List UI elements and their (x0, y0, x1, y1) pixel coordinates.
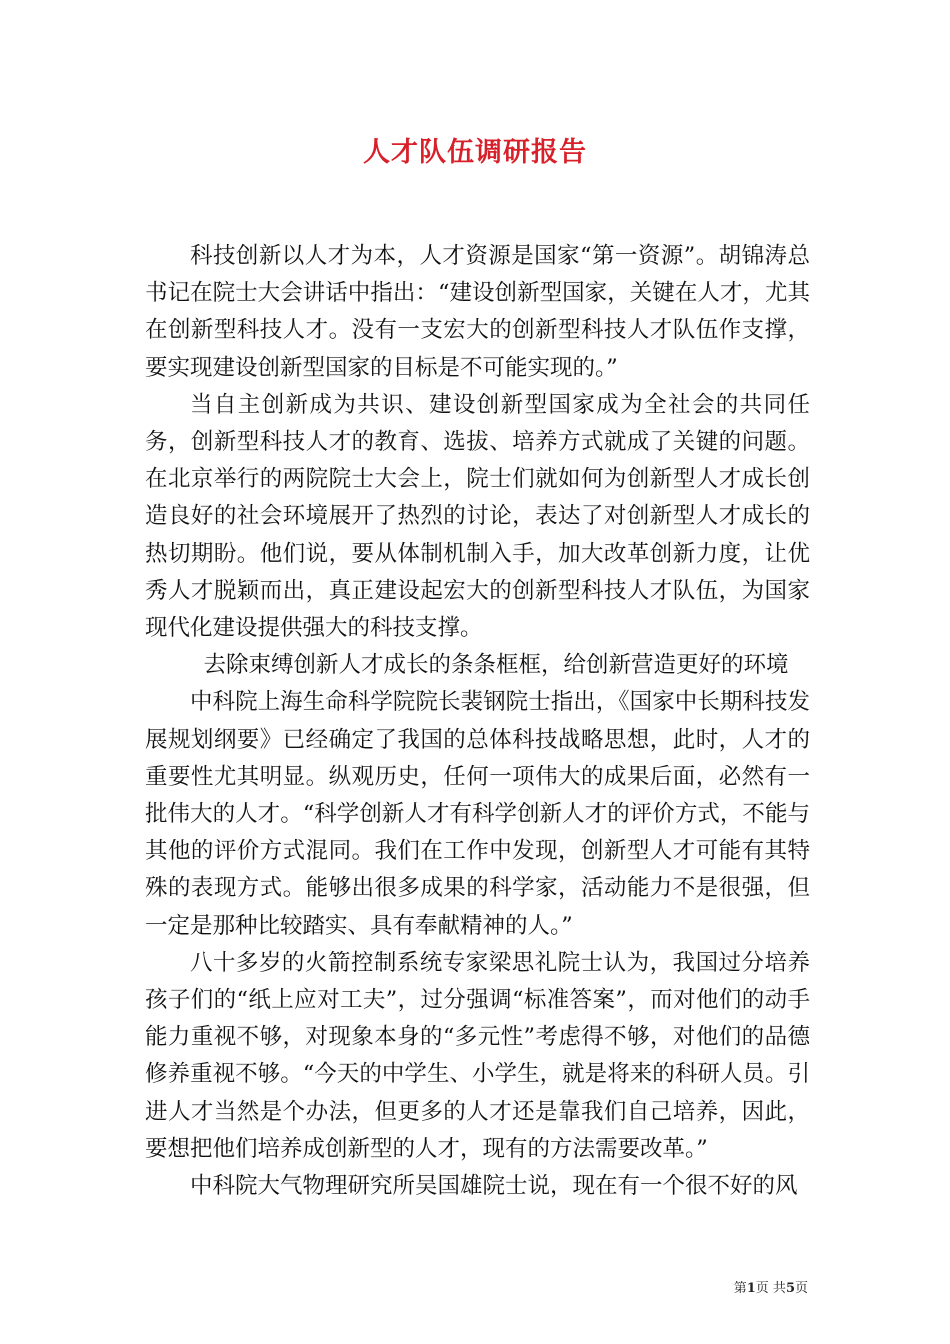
paragraph-intro: 科技创新以人才为本，人才资源是国家“第一资源”。胡锦涛总书记在院士大会讲话中指出：“建设创新型国家，关键在人才，尤其在创新型科技人才。没有一支宏大的创新型科技人才队伍作支撑，要实现建设创新型国家的目标是不可能实现的。” (145, 243, 810, 381)
paragraph-liang-sili: 八十多岁的火箭控制系统专家梁思礼院士认为，我国过分培养孩子们的“纸上应对工夫”，过分强调“标准答案”，而对他们的动手能力重视不够，对现象本身的“多元性”考虑得不够，对他们的品德修养重视不够。“今天的中学生、小学生，就是将来的科研人员。引进人才当然是个办法，但更多的人才还是靠我们自己培养，因此，要想把他们培养成创新型的人才，现有的方法需要改革。” (145, 949, 810, 1162)
footer-prefix: 第 (733, 1281, 747, 1296)
footer-suffix: 页 (794, 1281, 808, 1296)
document-body (145, 238, 810, 1205)
footer-current-page: 1 (746, 1281, 756, 1296)
section-heading: 去除束缚创新人才成长的条条框框，给创新营造更好的环境 (203, 652, 789, 679)
page-footer (0, 1277, 808, 1296)
footer-total-pages: 5 (785, 1281, 795, 1296)
paragraph-consensus: 当自主创新成为共识、建设创新型国家成为全社会的共同任务，创新型科技人才的教育、选拔、培养方式就成了关键的问题。在北京举行的两院院士大会上，院士们就如何为创新型人才成长创造良好的社会环境展开了热烈的讨论，表达了对创新型人才成长的热切期盼。他们说，要从体制机制入手，加大改革创新力度，让优秀人才脱颖而出，真正建设起宏大的创新型科技人才队伍，为国家现代化建设提供强大的科技支撑。 (145, 391, 810, 642)
paragraph-wu-guoxiong: 中科院大气物理研究所吴国雄院士说，现在有一个很不好的风 (190, 1173, 798, 1200)
paragraph-pei-gang: 中科院上海生命科学院院长裴钢院士指出，《国家中长期科技发展规划纲要》已经确定了我国的总体科技战略思想，此时，人才的重要性尤其明显。纵观历史，任何一项伟大的成果后面，必然有一批伟大的人才。“科学创新人才有科学创新人才的评价方式，不能与其他的评价方式混同。我们在工作中发现，创新型人才可能有其特殊的表现方式。能够出很多成果的科学家，活动能力不是很强，但一定是那种比较踏实、具有奉献精神的人。” (145, 689, 810, 939)
page-title: 人才队伍调研报告 (363, 137, 587, 168)
footer-middle: 页 共 (755, 1281, 786, 1296)
